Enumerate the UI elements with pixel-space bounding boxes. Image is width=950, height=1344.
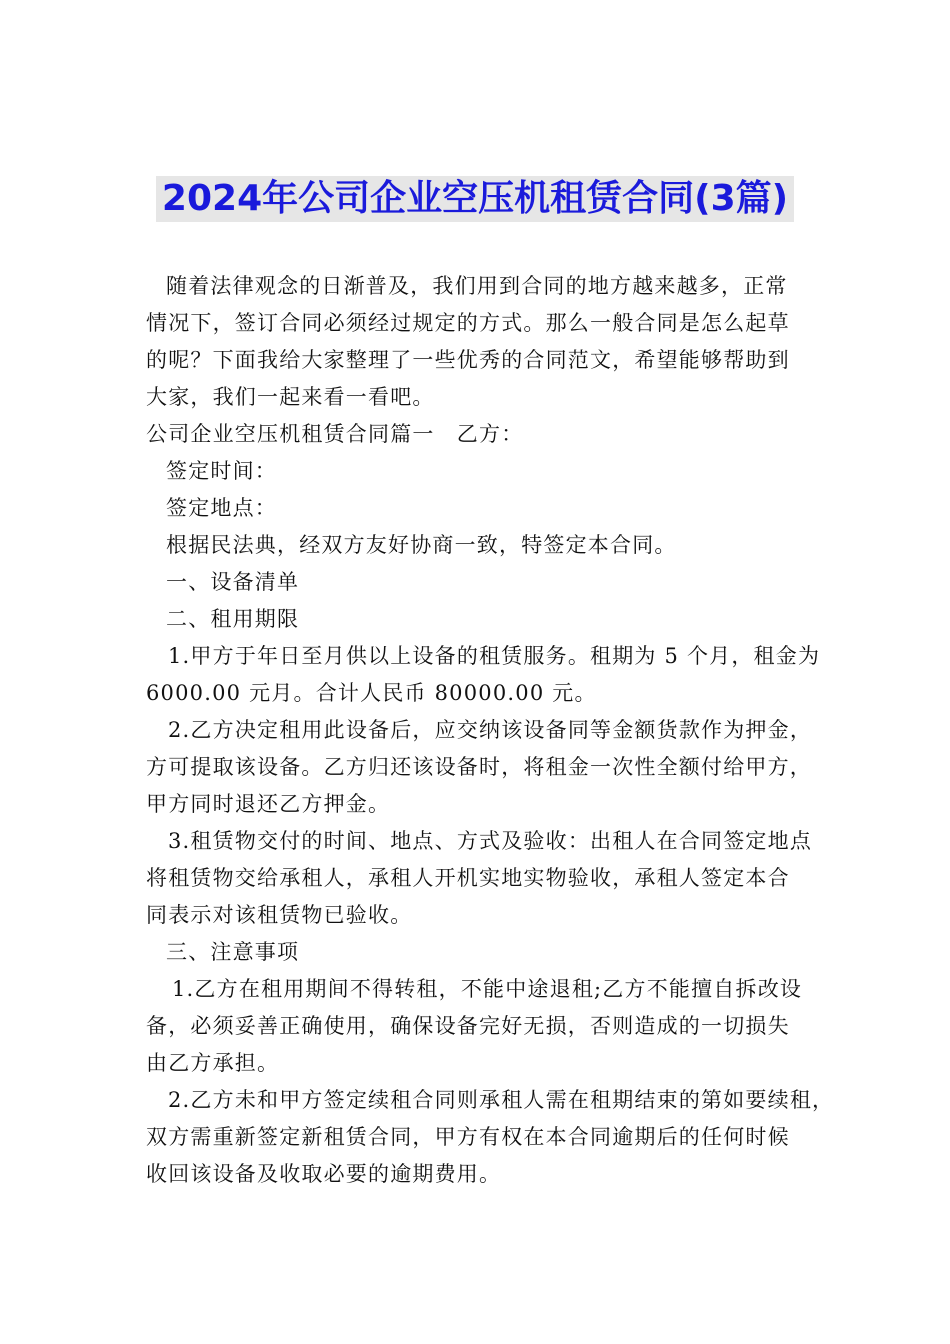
clause-line: 1.乙方在租用期间不得转租，不能中途退租;乙方不能擅自拆改设 — [172, 977, 803, 1001]
title-container — [0, 176, 950, 222]
intro-line: 随着法律观念的日渐普及，我们用到合同的地方越来越多，正常 — [166, 274, 788, 298]
clause-line: 由乙方承担。 — [146, 1051, 280, 1075]
document-title: 2024年公司企业空压机租赁合同(3篇) — [156, 176, 794, 222]
intro-line: 的呢？下面我给大家整理了一些优秀的合同范文，希望能够帮助到 — [146, 348, 790, 372]
section-notes: 三、注意事项 — [166, 940, 300, 964]
clause-line: 1.甲方于年日至月供以上设备的租赁服务。租期为 5 个月，租金为 — [168, 644, 821, 668]
clause-line: 备，必须妥善正确使用，确保设备完好无损，否则造成的一切损失 — [146, 1014, 790, 1038]
clause-line: 将租赁物交给承租人，承租人开机实地实物验收，承租人签定本合 — [146, 866, 790, 890]
section-lease-term: 二、租用期限 — [166, 607, 300, 631]
clause-line: 收回该设备及收取必要的逾期费用。 — [146, 1162, 502, 1186]
clause-line: 双方需重新签定新租赁合同，甲方有权在本合同逾期后的任何时候 — [146, 1125, 790, 1149]
document-body — [146, 268, 835, 1193]
sign-time-label: 签定时间： — [166, 459, 277, 483]
clause-line: 2.乙方决定租用此设备后，应交纳该设备同等金额货款作为押金， — [168, 718, 813, 742]
intro-line: 大家，我们一起来看一看吧。 — [146, 385, 435, 409]
clause-line: 同表示对该租赁物已验收。 — [146, 903, 413, 927]
clause-line: 2.乙方未和甲方签定续租合同则承租人需在租期结束的第如要续租， — [168, 1088, 835, 1112]
intro-line: 情况下，签订合同必须经过规定的方式。那么一般合同是怎么起草 — [146, 311, 790, 335]
clause-line: 3.租赁物交付的时间、地点、方式及验收：出租人在合同签定地点 — [168, 829, 813, 853]
basis-paragraph: 根据民法典，经双方友好协商一致，特签定本合同。 — [166, 533, 677, 557]
clause-line: 6000.00 元月。合计人民币 80000.00 元。 — [146, 681, 597, 705]
contract-heading: 公司企业空压机租赁合同篇一 乙方： — [146, 422, 524, 446]
sign-place-label: 签定地点： — [166, 496, 277, 520]
section-equipment-list: 一、设备清单 — [166, 570, 300, 594]
clause-line: 甲方同时退还乙方押金。 — [146, 792, 391, 816]
clause-line: 方可提取该设备。乙方归还该设备时，将租金一次性全额付给甲方， — [146, 755, 812, 779]
